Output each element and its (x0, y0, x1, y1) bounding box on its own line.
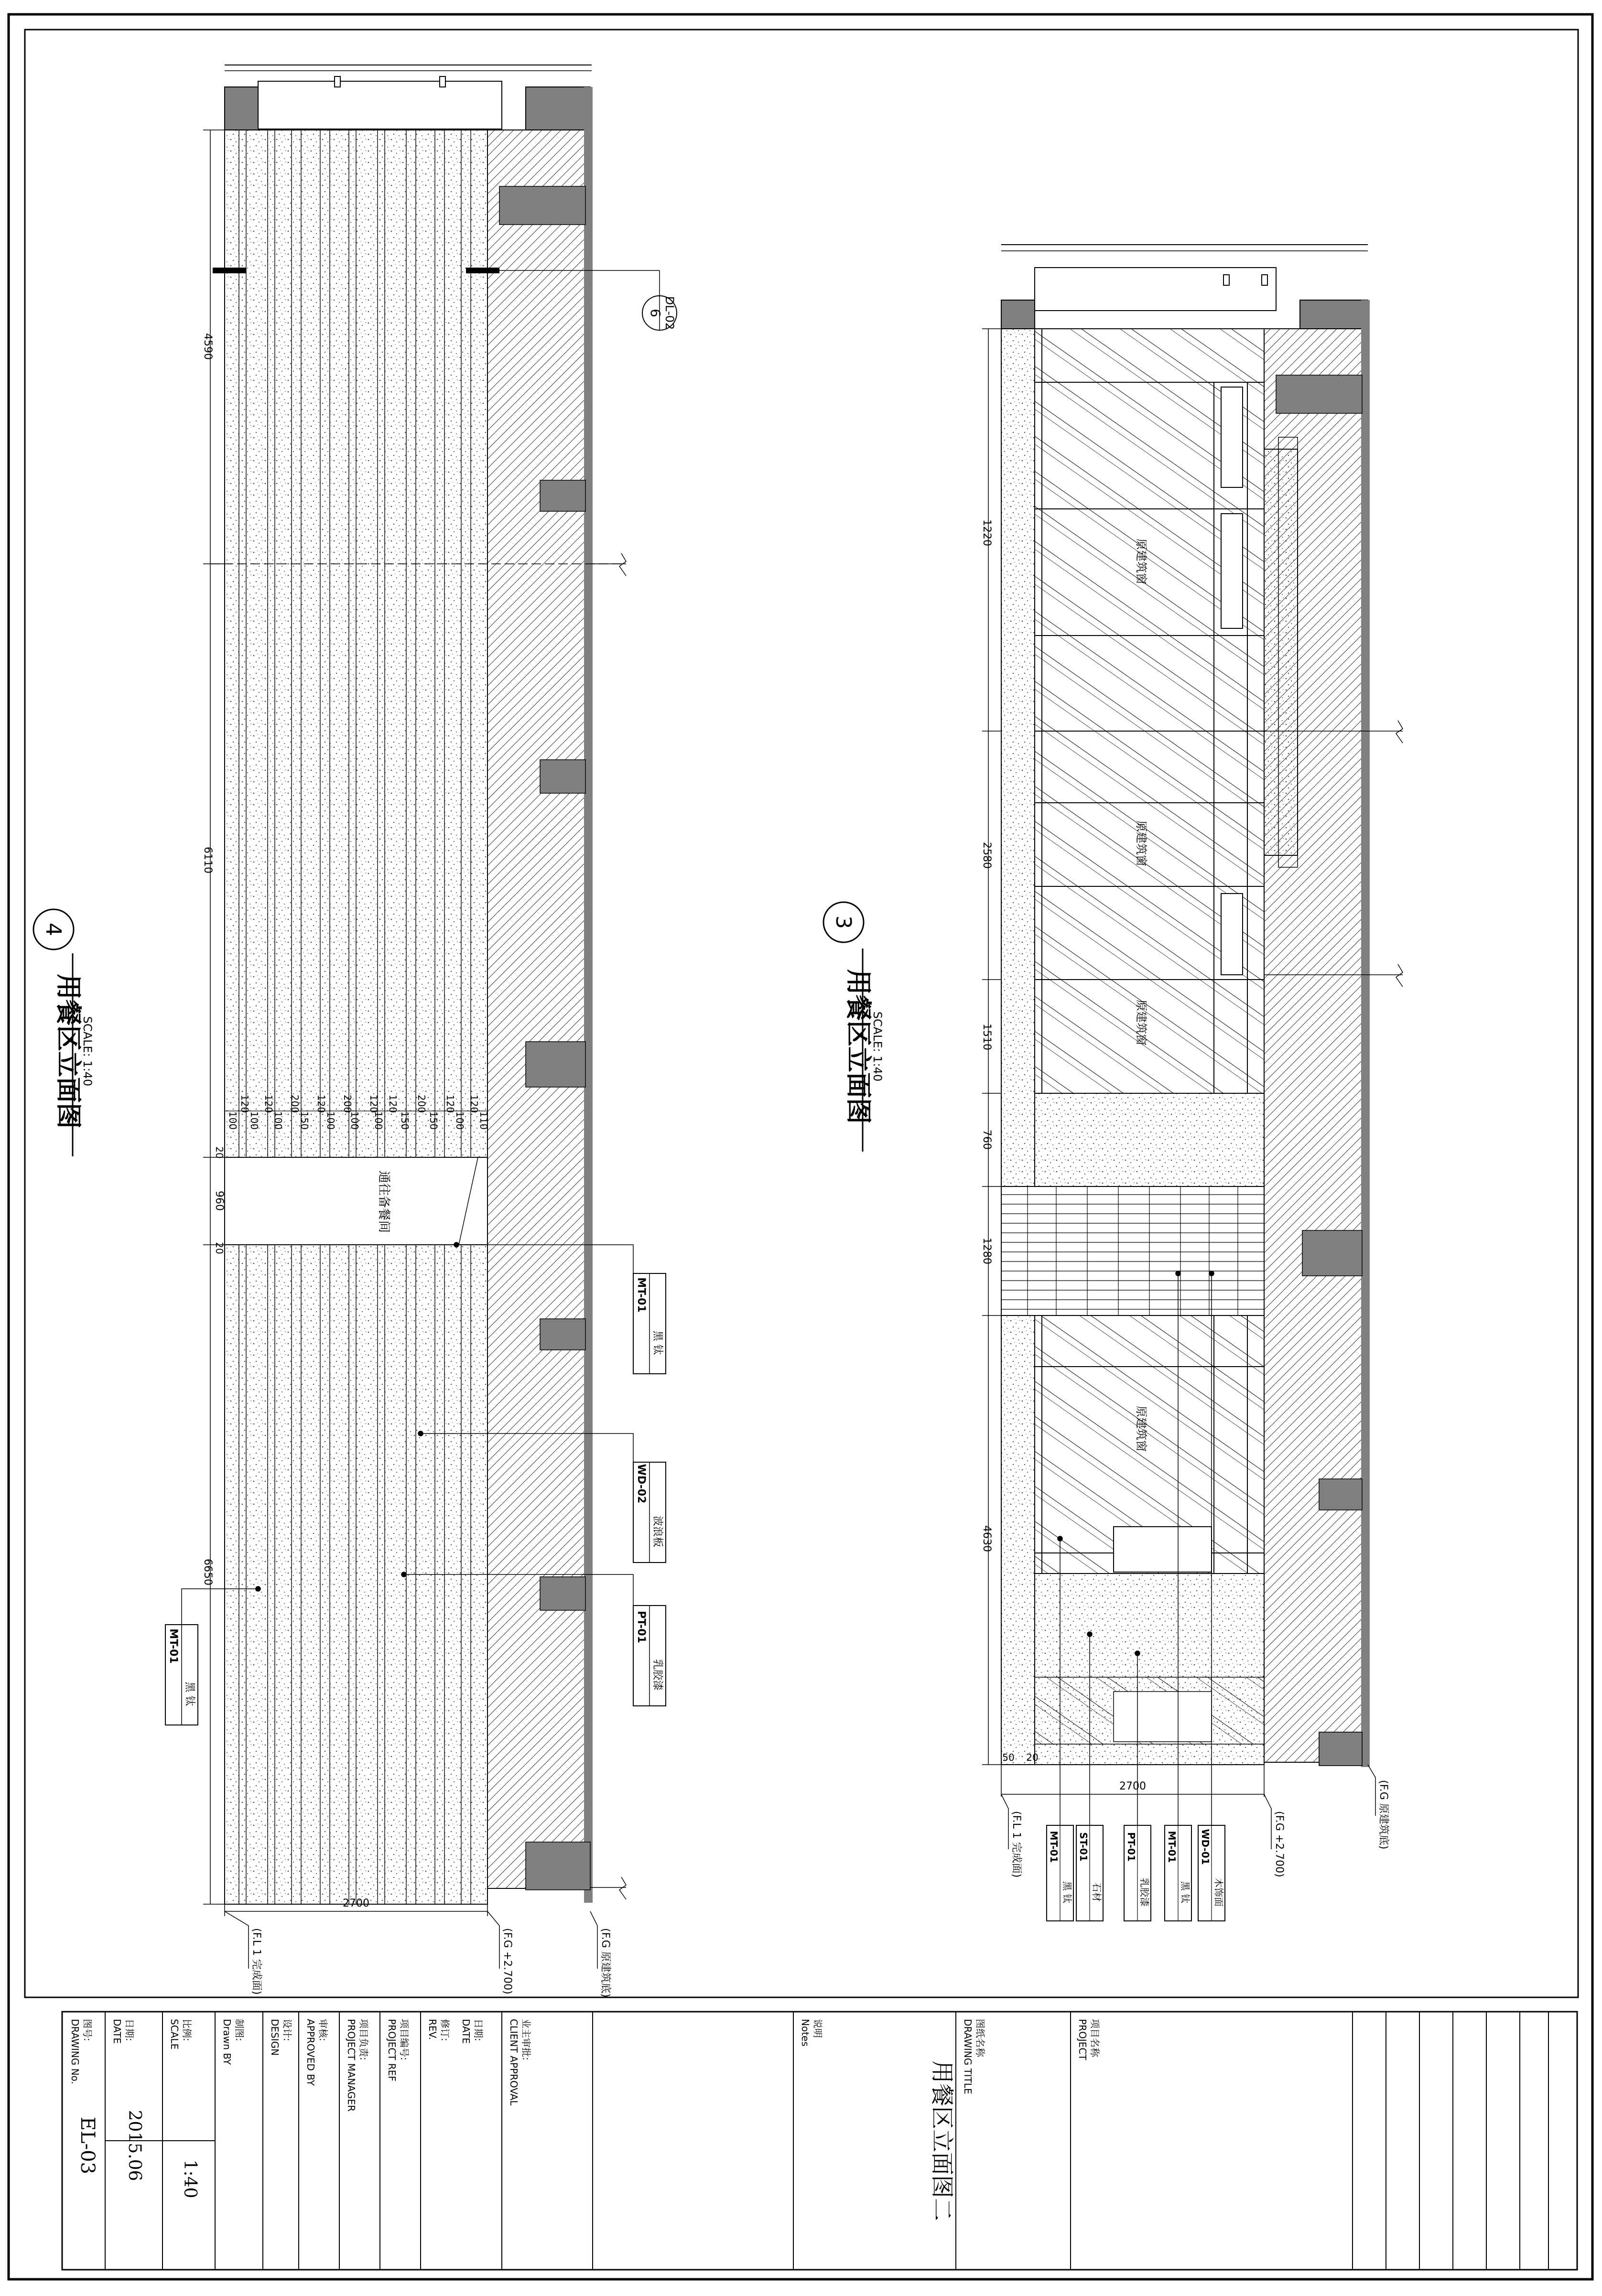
svg-text:APPROVED BY: APPROVED BY (305, 2019, 316, 2086)
drawing-title-4: 用餐区立面图 (54, 974, 84, 1129)
dim-6110: 6110 (202, 847, 214, 873)
svg-text:120: 120 (263, 1094, 274, 1113)
svg-text:100: 100 (325, 1111, 336, 1130)
dimension-chain-left (203, 130, 225, 1904)
svg-text:(F.G +2.700): (F.G +2.700) (1273, 1811, 1285, 1877)
svg-text:乳胶漆: 乳胶漆 (1139, 1878, 1150, 1907)
svg-text:原建筑窗: 原建筑窗 (1135, 1406, 1148, 1452)
dim-960: 960 (213, 1191, 225, 1211)
tag-mt-01-3b (1165, 1825, 1191, 1921)
level-markers-4 (225, 1911, 597, 1969)
svg-text:PROJECT: PROJECT (1077, 2019, 1088, 2060)
svg-text:原建筑窗: 原建筑窗 (1135, 1000, 1148, 1046)
svg-text:150: 150 (399, 1111, 411, 1130)
tag-mt-01-a (633, 1273, 666, 1374)
svg-text:120: 120 (387, 1094, 399, 1113)
svg-text:MT-01: MT-01 (1048, 1831, 1060, 1863)
svg-text:业主审批:: 业主审批: (520, 2019, 532, 2060)
svg-text:MT-01: MT-01 (1166, 1831, 1178, 1863)
svg-text:2580: 2580 (981, 842, 993, 869)
svg-text:修订:: 修订: (439, 2019, 451, 2041)
svg-text:20: 20 (1026, 1752, 1039, 1763)
scale-value: 1:40 (180, 2159, 200, 2199)
svg-text:20: 20 (214, 1242, 225, 1254)
svg-text:1510: 1510 (981, 1024, 993, 1050)
svg-text:(F.G +2.700): (F.G +2.700) (501, 1928, 513, 1994)
svg-text:120: 120 (468, 1094, 480, 1113)
svg-text:WD-02: WD-02 (635, 1464, 647, 1504)
svg-text:MT-01: MT-01 (635, 1277, 647, 1313)
tag-mt-01-b (165, 1625, 198, 1725)
svg-text:图号:: 图号: (82, 2019, 93, 2041)
stone-panel-left (1001, 329, 1035, 1765)
svg-text:120: 120 (315, 1094, 327, 1113)
svg-text:黑 钛: 黑 钛 (184, 1682, 195, 1706)
svg-text:REV.: REV. (427, 2019, 438, 2040)
svg-text:200: 200 (416, 1094, 427, 1113)
opening-to-pantry (225, 1157, 487, 1245)
svg-text:150: 150 (299, 1111, 310, 1130)
svg-text:黑 钛: 黑 钛 (1061, 1881, 1073, 1904)
svg-text:审核:: 审核: (317, 2019, 329, 2041)
svg-text:(F.G 原建筑底): (F.G 原建筑底) (1377, 1780, 1389, 1850)
date-value: 2015.06 (125, 2110, 144, 2181)
svg-text:20: 20 (214, 1146, 225, 1159)
tag-wd-02 (633, 1462, 666, 1563)
svg-text:日期:: 日期: (124, 2019, 135, 2041)
svg-text:制图:: 制图: (234, 2019, 245, 2041)
svg-text:原建筑窗: 原建筑窗 (1135, 539, 1148, 584)
svg-text:50: 50 (1002, 1752, 1015, 1763)
svg-text:100: 100 (349, 1111, 360, 1130)
svg-text:SCALE: SCALE (169, 2019, 180, 2050)
svg-text:木饰面: 木饰面 (1213, 1878, 1224, 1907)
svg-text:DATE: DATE (460, 2019, 472, 2044)
svg-text:WD-01: WD-01 (1200, 1829, 1211, 1865)
tag-mt-01-3a (1047, 1825, 1073, 1921)
svg-text:MT-01: MT-01 (167, 1628, 179, 1664)
drawing-number-value: EL-03 (76, 2116, 98, 2175)
svg-text:PROJECT MANAGER: PROJECT MANAGER (346, 2019, 357, 2112)
svg-text:120: 120 (444, 1094, 456, 1113)
stone-band (1035, 1093, 1264, 1186)
svg-text:150: 150 (428, 1111, 439, 1130)
svg-text:日期:: 日期: (473, 2019, 484, 2041)
svg-text:比例:: 比例: (181, 2019, 193, 2041)
svg-text:200: 200 (289, 1094, 301, 1113)
elevation-4 (33, 65, 677, 1997)
svg-text:6: 6 (648, 309, 663, 317)
svg-text:(F.L 1 完成面): (F.L 1 完成面) (250, 1928, 262, 1995)
dim-4590: 4590 (202, 333, 214, 360)
tag-st-01 (1076, 1825, 1103, 1921)
svg-text:PROJECT REF: PROJECT REF (386, 2019, 398, 2081)
svg-text:Drawn BY: Drawn BY (221, 2019, 233, 2065)
svg-text:100: 100 (272, 1111, 284, 1130)
svg-text:760: 760 (981, 1130, 993, 1150)
svg-text:100: 100 (227, 1111, 238, 1130)
svg-text:PT-01: PT-01 (635, 1611, 647, 1643)
svg-text:CLIENT APPROVAL: CLIENT APPROVAL (508, 2019, 520, 2106)
drawing-name: 用餐区立面图二 (929, 2060, 955, 2221)
svg-text:项目编号:: 项目编号: (399, 2019, 410, 2060)
svg-text:图纸名称: 图纸名称 (974, 2019, 986, 2057)
svg-text:石材: 石材 (1091, 1883, 1103, 1902)
svg-text:120: 120 (368, 1094, 379, 1113)
drawing-scale-3: SCALE: 1:40 (871, 1011, 884, 1082)
svg-text:黑 钛: 黑 钛 (651, 1330, 663, 1355)
svg-text:DL-02: DL-02 (663, 296, 676, 330)
dim-2700-3: 2700 (1119, 1780, 1146, 1792)
svg-text:PT-01: PT-01 (1126, 1832, 1137, 1862)
wall-section (487, 130, 590, 1888)
svg-text:200: 200 (342, 1094, 353, 1113)
svg-text:原建筑窗: 原建筑窗 (1135, 820, 1148, 866)
svg-text:DATE: DATE (111, 2019, 123, 2044)
svg-text:ST-01: ST-01 (1078, 1832, 1089, 1862)
svg-text:1220: 1220 (981, 519, 993, 546)
svg-text:(F.L 1 完成面): (F.L 1 完成面) (1010, 1811, 1022, 1878)
svg-text:项目负责:: 项目负责: (358, 2019, 369, 2060)
tag-pt-01-3 (1124, 1825, 1151, 1921)
svg-text:黑 钛: 黑 钛 (1180, 1881, 1191, 1904)
svg-text:120: 120 (239, 1094, 250, 1113)
drawing-number-3: 3 (831, 916, 855, 929)
dim-6650: 6650 (202, 1559, 214, 1585)
svg-text:100: 100 (454, 1111, 465, 1130)
svg-text:DRAWING TITLE: DRAWING TITLE (962, 2019, 974, 2094)
tag-pt-01 (633, 1606, 666, 1706)
svg-text:波浪板: 波浪板 (651, 1515, 663, 1548)
svg-text:乳胶漆: 乳胶漆 (651, 1659, 663, 1691)
elevation-3 (823, 245, 1403, 1921)
svg-text:Notes: Notes (800, 2019, 811, 2047)
dim-2700-4: 2700 (343, 1897, 369, 1909)
title-block-text (69, 2019, 1101, 2221)
svg-text:100: 100 (249, 1111, 260, 1130)
svg-text:DESIGN: DESIGN (269, 2019, 281, 2056)
svg-text:110: 110 (478, 1111, 489, 1130)
title-block (62, 2012, 1577, 2270)
svg-text:DRAWING No.: DRAWING No. (69, 2019, 81, 2084)
tag-wd-01 (1198, 1825, 1225, 1921)
svg-text:(F.G 原建筑底): (F.G 原建筑底) (599, 1928, 611, 1998)
drawing-number-4: 4 (41, 923, 65, 936)
svg-text:100: 100 (373, 1111, 384, 1130)
drawing-title-3: 用餐区立面图 (844, 969, 874, 1124)
inner-stone-strip (1264, 449, 1298, 855)
slat-band (1001, 1186, 1264, 1315)
svg-text:项目名称: 项目名称 (1089, 2019, 1101, 2057)
drawing-scale-4: SCALE: 1:40 (81, 1016, 94, 1087)
svg-text:4630: 4630 (981, 1525, 993, 1552)
opening-label: 通往备餐间 (377, 1170, 391, 1233)
svg-text:说明: 说明 (812, 2019, 823, 2038)
svg-text:1280: 1280 (981, 1238, 993, 1264)
svg-text:设计:: 设计: (281, 2019, 293, 2041)
ceiling-slab (258, 81, 502, 129)
